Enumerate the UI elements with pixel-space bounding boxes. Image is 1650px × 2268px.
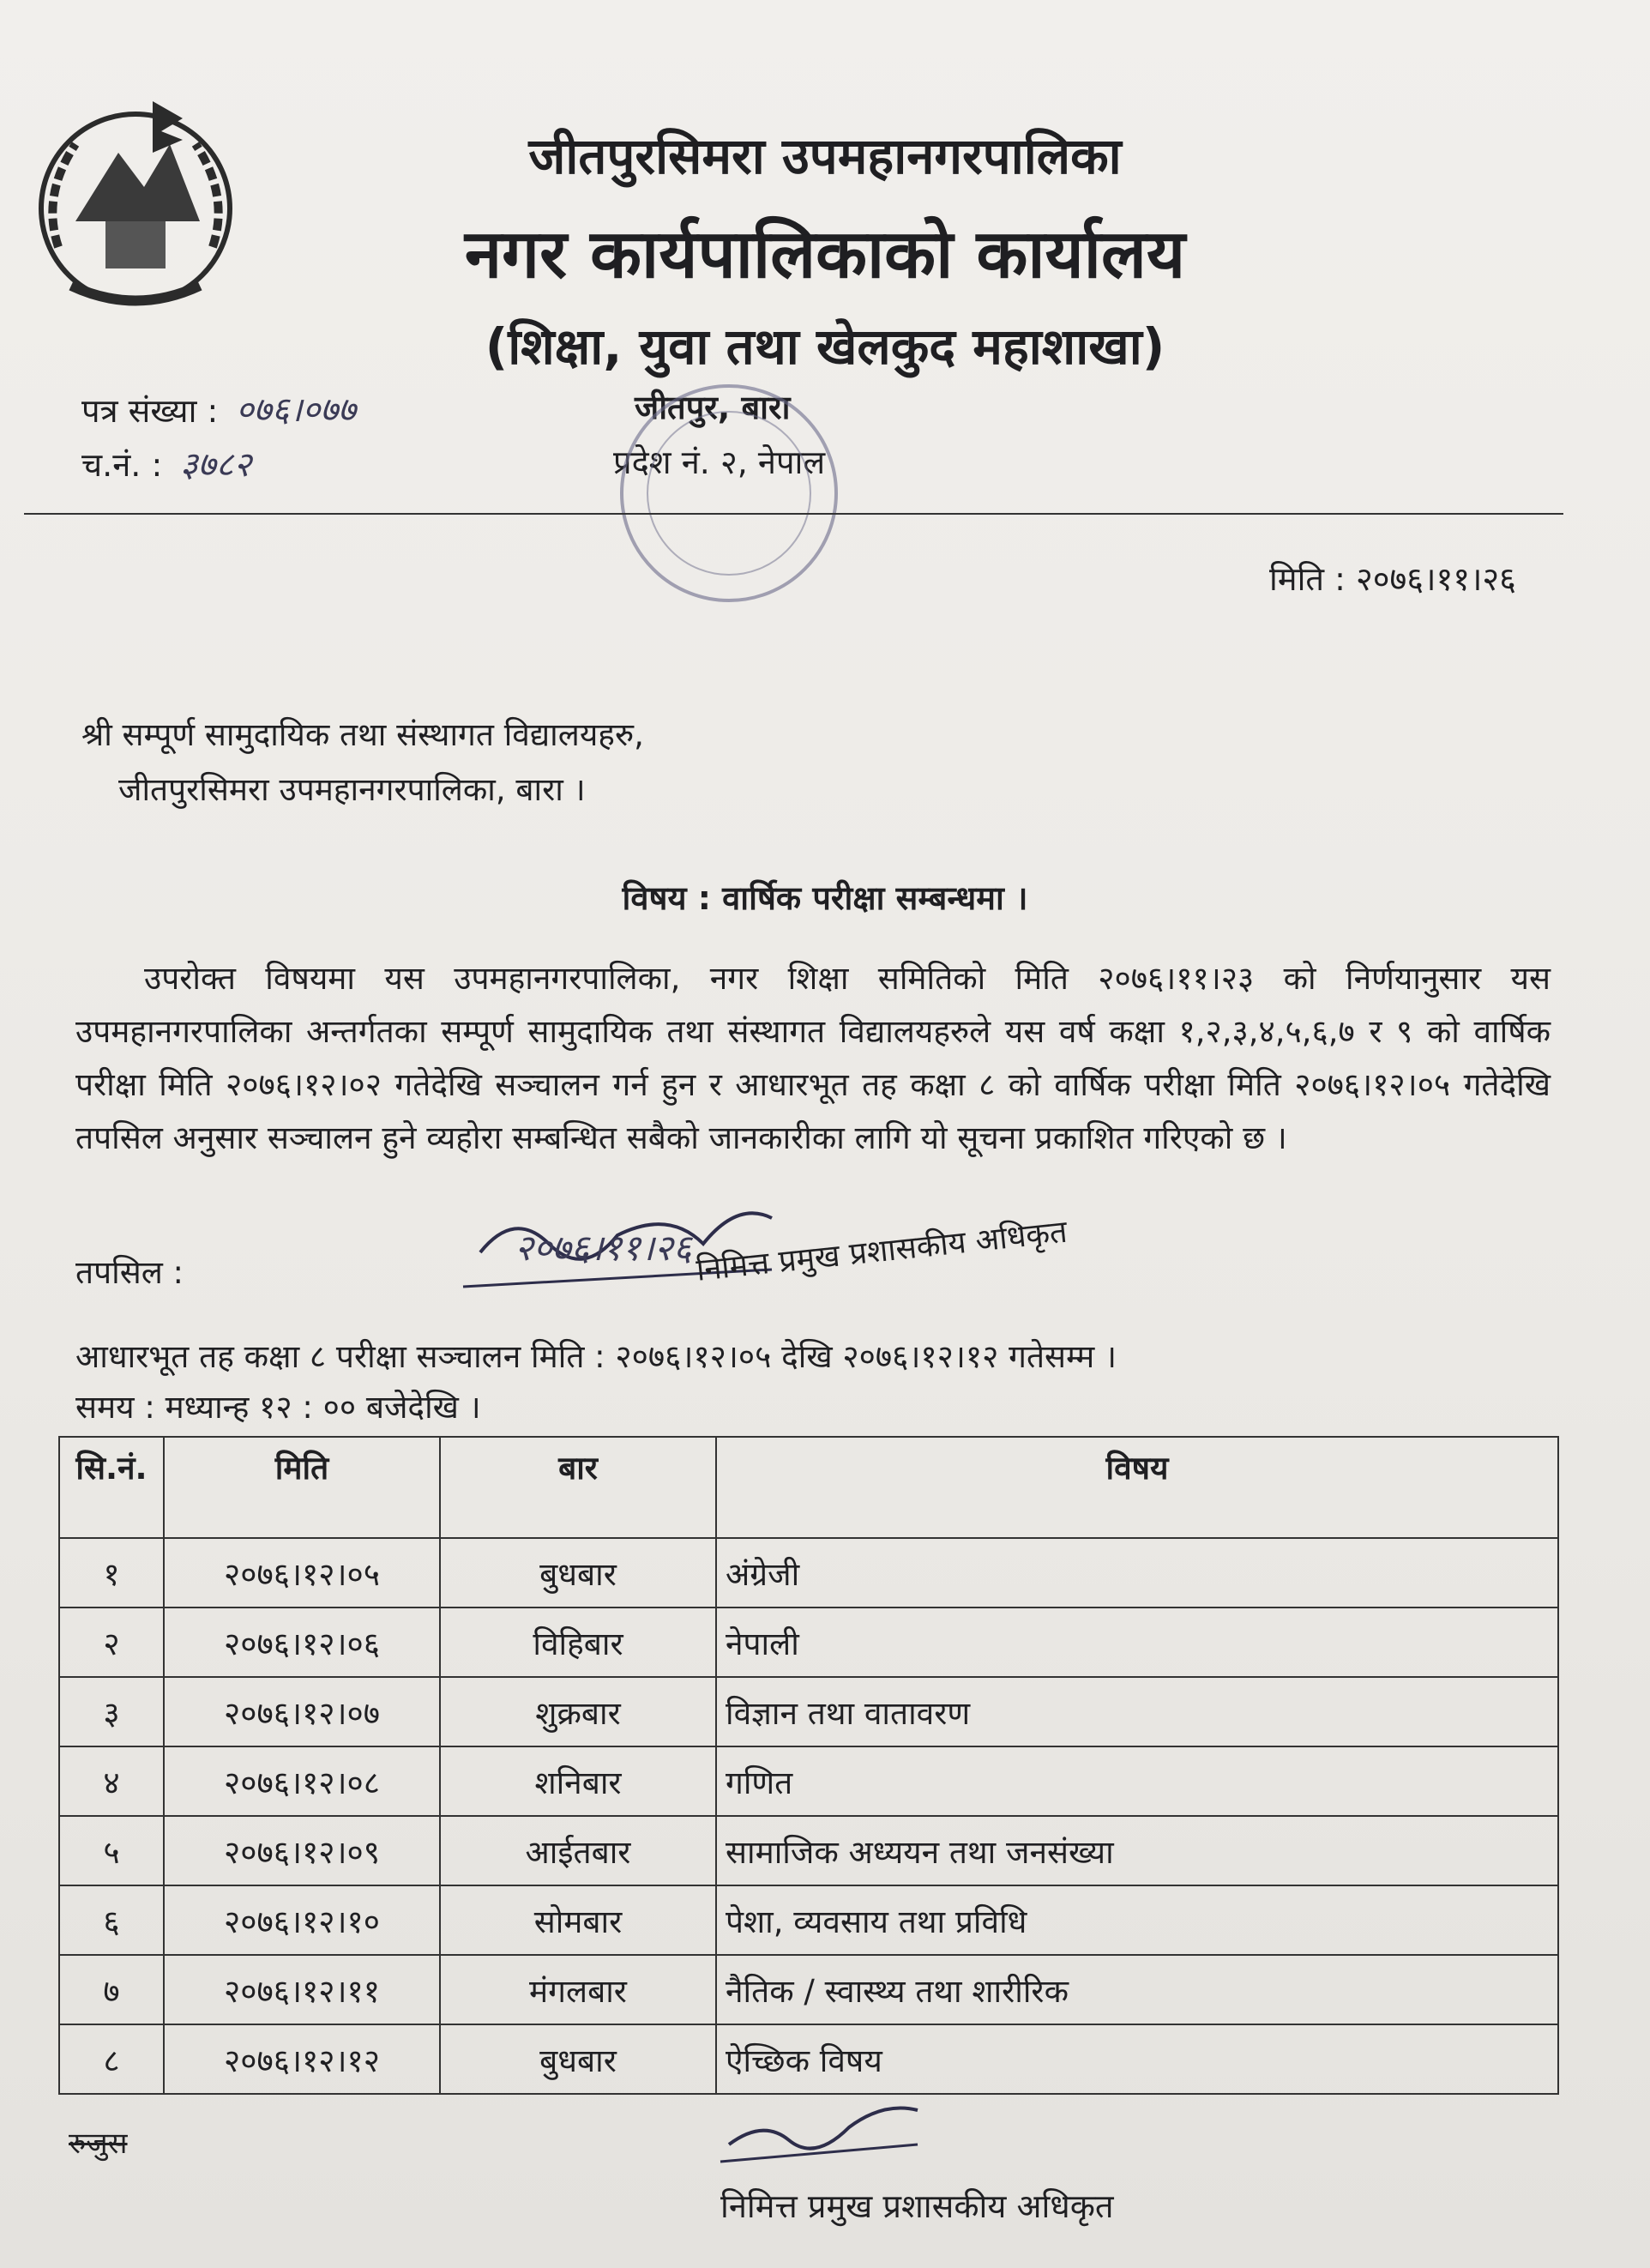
cell-subject: अंग्रेजी [716,1538,1558,1608]
cell-date: २०७६।१२।११ [164,1955,440,2024]
cell-date: २०७६।१२।०८ [164,1746,440,1816]
body-paragraph: उपरोक्त विषयमा यस उपमहानगरपालिका, नगर शिक्षा समितिको मिति २०७६।११।२३ को निर्णयानुसार यस उपमहानगरपालिका अन्तर्गतका सम्पूर्ण सामुदायिक तथा संस्थागत विद्यालयहरुले यस वर्ष कक्षा १,२,३,४,५,६,७ र ९ को वार्षिक परीक्षा मिति २०७६।१२।०२ गतेदेखि सञ्चालन गर्न हुन र आधारभूत तह कक्षा ८ को वार्षिक परीक्षा मिति २०७६।१२।०५ गतेदेखि तपसिल अनुसार सञ्चालन हुने व्यहोरा सम्बन्धित सबैको जानकारीका लागि यो सूचना प्रकाशित गरिएको छ । [75,960,1551,1156]
office-title: नगर कार्यपालिकाको कार्यालय [464,216,1186,293]
cell-day: सोमबार [440,1885,716,1955]
table-row [59,1538,1558,1608]
cell-date: २०७६।१२।०५ [164,1538,440,1608]
table-row [59,2024,1558,2094]
cell-serial: १ [59,1538,164,1608]
table-row [59,1677,1558,1746]
cell-date: २०७६।१२।०७ [164,1677,440,1746]
subject: विषय : वार्षिक परीक्षा सम्बन्धमा । [622,879,1028,917]
signatory-title-1: निमित्त प्रमुख प्रशासकीय अधिकृत [695,1214,1069,1288]
addressee-line-1: श्री सम्पूर्ण सामुदायिक तथा संस्थागत विद्यालयहरु, [81,716,644,753]
details-label: तपसिल : [75,1254,184,1291]
cell-date: २०७६।१२।०९ [164,1816,440,1885]
cell-date: २०७६।१२।०६ [164,1608,440,1677]
municipality-name: जीतपुरसिमरा उपमहानगरपालिका [528,127,1122,185]
cell-serial: २ [59,1608,164,1677]
exam-period: आधारभूत तह कक्षा ८ परीक्षा सञ्चालन मिति : २०७६।१२।०५ देखि २०७६।१२।१२ गतेसम्म । [75,1338,1117,1375]
cell-day: शुक्रबार [440,1677,716,1746]
dispatch-number-value: ३७८२ [180,445,252,485]
table-row [59,1608,1558,1677]
struck-note: रुजुस [69,2126,128,2161]
cell-serial: ३ [59,1677,164,1746]
table-row [59,1885,1558,1955]
cell-day: शनिबार [440,1746,716,1816]
cell-subject: नैतिक / स्वास्थ्य तथा शारीरिक [716,1955,1558,2024]
cell-day: बुधबार [440,2024,716,2094]
date: मिति : २०७६।११।२६ [1269,560,1516,598]
cell-day: विहिबार [440,1608,716,1677]
header-divider [24,513,1563,515]
table-row [59,1955,1558,2024]
letter-number-value: ०७६।०७७ [236,390,356,430]
cell-subject: पेशा, व्यवसाय तथा प्रविधि [716,1885,1558,1955]
signature-icon [712,2093,935,2170]
exam-time: समय : मध्यान्ह १२ : ०० बजेदेखि । [75,1389,481,1426]
cell-serial: ७ [59,1955,164,2024]
cell-subject: नेपाली [716,1608,1558,1677]
cell-date: २०७६।१२।१० [164,1885,440,1955]
column-header: विषय [716,1437,1558,1538]
cell-subject: विज्ञान तथा वातावरण [716,1677,1558,1746]
cell-date: २०७६।१२।१२ [164,2024,440,2094]
cell-subject: सामाजिक अध्ययन तथा जनसंख्या [716,1816,1558,1885]
table-row [59,1746,1558,1816]
office-location: जीतपुर, बारा [635,389,791,426]
cell-subject: ऐच्छिक विषय [716,2024,1558,2094]
cell-day: बुधबार [440,1538,716,1608]
office-province: प्रदेश नं. २, नेपाल [613,443,826,481]
letter-number-label: पत्र संख्या : [81,392,219,430]
column-header: सि.नं. [59,1437,164,1538]
cell-serial: ८ [59,2024,164,2094]
signatory-title-2: निमित्त प्रमुख प्रशासकीय अधिकृत [720,2187,1114,2225]
column-header: बार [440,1437,716,1538]
signature-date: २०७६।११।२६ [515,1227,692,1269]
cell-day: मंगलबार [440,1955,716,2024]
table-header-row [59,1437,1558,1538]
table-row [59,1816,1558,1885]
division-title: (शिक्षा, युवा तथा खेलकुद महाशाखा) [485,317,1165,376]
cell-serial: ६ [59,1885,164,1955]
dispatch-number-label: च.नं. : [81,446,163,484]
addressee-line-2: जीतपुरसिमरा उपमहानगरपालिका, बारा । [118,771,586,808]
office-stamp-icon [583,369,875,618]
cell-serial: ४ [59,1746,164,1816]
cell-serial: ५ [59,1816,164,1885]
cell-day: आईतबार [440,1816,716,1885]
exam-schedule-table [58,1436,1559,2095]
column-header: मिति [164,1437,440,1538]
cell-subject: गणित [716,1746,1558,1816]
